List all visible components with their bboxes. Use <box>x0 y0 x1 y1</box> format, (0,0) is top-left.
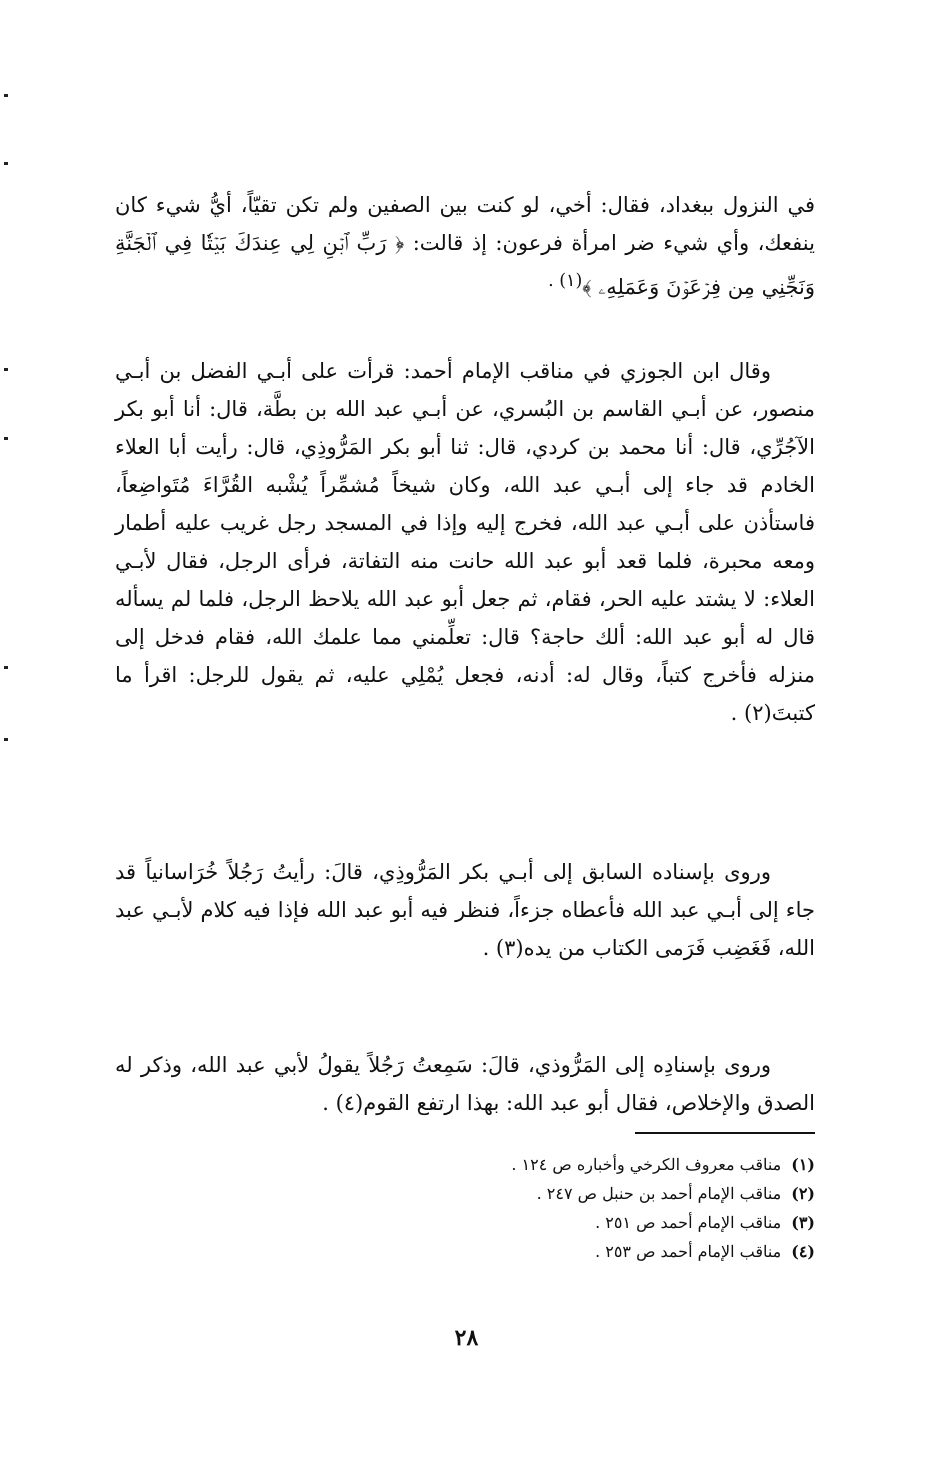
footnote-divider <box>635 1132 815 1134</box>
footnote-ref-1: (١) . <box>548 271 583 291</box>
footnote-number: (٤) <box>791 1242 815 1261</box>
footnote-item <box>295 1179 815 1208</box>
paragraph-1-text: في النزول ببغداد، فقال: أخي، لو كنت بين الصفين ولم تكن تقيّاً، أيُّ شيء كان ينفعك، وأي شيء ضر امرأة فرعون: إذ قالت: <box>115 193 815 255</box>
quran-verse: ﴿ رَبِّ ٱبۡنِ لِي عِندَكَ بَيۡتٗا فِي ٱلۡجَنَّةِ وَنَجِّنِي مِن فِرۡعَوۡنَ وَعَمَلِهِۦ ﴾ <box>115 231 815 299</box>
footnote-text: مناقب الإمام أحمد بن حنبل ص ٢٤٧ . <box>536 1184 782 1203</box>
footnote-number: (٢) <box>791 1184 815 1203</box>
margin-mark <box>4 738 8 741</box>
page-number: ٢٨ <box>454 1325 479 1351</box>
footnote-text: مناقب معروف الكرخي وأخباره ص ١٢٤ . <box>511 1155 782 1174</box>
footnote-text: مناقب الإمام أحمد ص ٢٥١ . <box>595 1213 782 1232</box>
margin-mark <box>4 94 8 97</box>
paragraph-3 <box>115 853 815 967</box>
footnotes-list <box>295 1150 815 1266</box>
margin-mark <box>4 368 8 371</box>
footnote-item <box>295 1237 815 1266</box>
paragraph-2-text: وقال ابن الجوزي في مناقب الإمام أحمد: قرأت على أبـي الفضل بن أبـي منصور، عن أبـي القاسم بن البُسري، عن أبـي عبد الله بن بطَّة، قال: أنا أبو بكر الآجُرِّي، قال: أنا محمد بن كردي، قال: ثنا أبو بكر المَرُّوذِي، قال: رأيت أبا العلاء الخادم قد جاء إلى أبـي عبد الله، وكان شيخاً مُشمِّراً يُشْبه القُرَّاءَ مُتَواضِعاً، فاستأذن على أبـي عبد الله، فخرج إليه وإذا في المسجد رجل غريب عليه أطمار ومعه محبرة، فلما قعد أبو عبد الله حانت منه التفاتة، فرأى الرجل، فقال لأبـي العلاء: لا يشتد عليه الحر، فقام، ثم جعل أبو عبد الله يلاحظ الرجل، فلما لم يسأله قال له أبو عبد الله: ألك حاجة؟ قال: تعلِّمني مما علمك الله، فقام فدخل إلى منزله فأخرج كتباً، وقال له: أدنه، فجعل يُمْلِي عليه، ثم يقول للرجل: اقرأ ما كتبتَ(٢) . <box>115 359 815 725</box>
paragraph-2 <box>115 352 815 732</box>
footnote-number: (٣) <box>791 1213 815 1232</box>
margin-mark <box>4 162 8 165</box>
footnote-item <box>295 1150 815 1179</box>
paragraph-4 <box>115 1046 815 1122</box>
footnote-item <box>295 1208 815 1237</box>
paragraph-3-text: وروى بإسناده السابق إلى أبـي بكر المَرُّوذِي، قالَ: رأيتُ رَجُلاً خُرَاسانياً قد جاء إلى أبـي عبد الله فأعطاه جزءاً، فنظر فيه أبو عبد الله فإذا فيه كلام لأبـي عبد الله، فَغَضِب فَرَمى الكتاب من يده(٣) . <box>115 860 815 960</box>
margin-mark <box>4 666 8 669</box>
paragraph-4-text: وروى بإسنادِه إلى المَرُّوذي، قالَ: سَمِعتُ رَجُلاً يقولُ لأبي عبد الله، وذكر له الصدق والإخلاص، فقال أبو عبد الله: بهذا ارتفع القوم(٤) . <box>115 1053 815 1115</box>
paragraph-1 <box>115 186 815 306</box>
footnote-number: (١) <box>791 1155 815 1174</box>
margin-mark <box>4 437 8 440</box>
footnote-text: مناقب الإمام أحمد ص ٢٥٣ . <box>595 1242 782 1261</box>
